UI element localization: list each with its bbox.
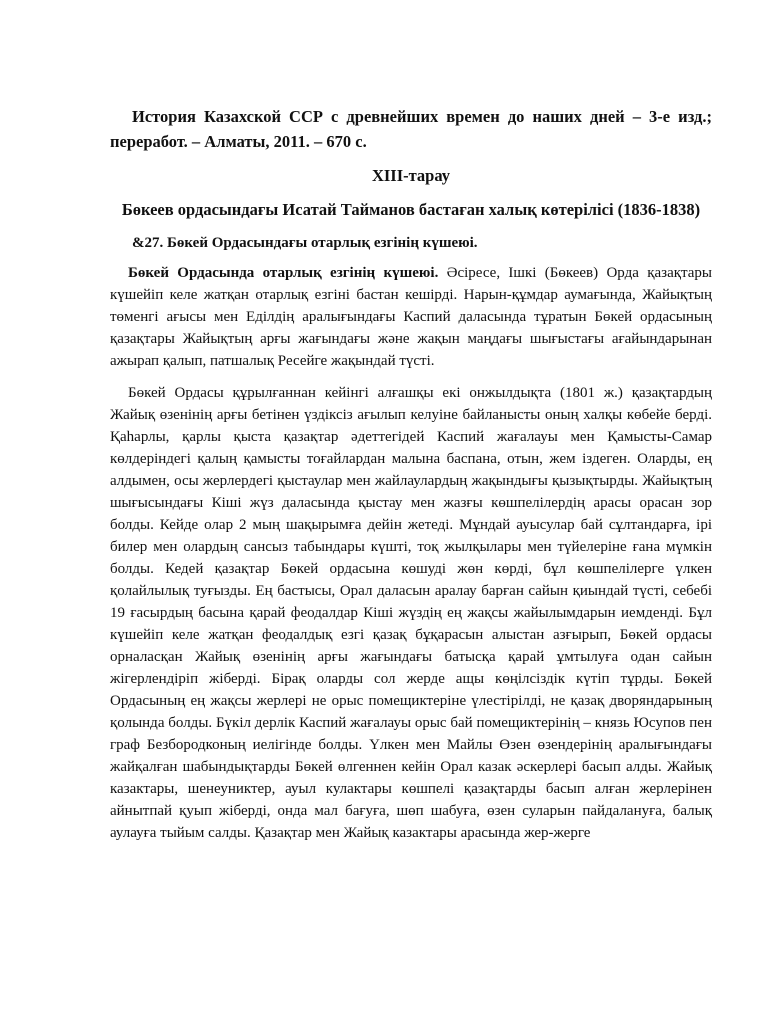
paragraph-2: Бөкей Ордасы құрылғаннан кейінгі алғашқы екі онжылдықта (1801 ж.) қазақтардың Жайық өзенінің арғы бетінен үздіксіз ағылып келуіне байланысты оның халқы көбейе берді. Қаһарлы, қарлы қыста қазақтар әдеттегідей Каспий жағалауы мен Қамысты-Самар көлдеріндегі қалың қамысты тоғайлардан малына баспана, отын, жем іздеген. Оларды, ең алдымен, осы жерлердегі қыстаулар мен жайлаулардың жақындығы қызықтырды. Жайықтың шығысындағы Кіші жүз даласында қыстау мен жазғы көшпелілердің арасы орасан зор болды. Кейде олар 2 мың шақырымға дейін жетеді. Мұндай ауысулар бай сұлтандарға, ірі билер мен олардың сансыз табындары күшті, тоқ жылқылары мен түйелеріне ғана мүмкін болды. Кедей қазақтар Бөкей ордасына көшуді жөн көрді, бұл көшпелілерге үлкен қолайлылық туғызды. Ең бастысы, Орал даласын аралау барған сайын қиындай түсті, себебі 19 ғасырдың басына қарай феодалдар Кіші жүздің ең жақсы жайылымдарын иемденді. Бұл күшейіп келе жатқан феодалдық езгі қазақ бұқарасын алыстан азғырып, Бөкей ордасы орналасқан Жайық өзенінің арғы жағындағы батысқа қарай ұмтылуға одан сайын жігерлендіріп жіберді. Бірақ оларды сол жерде ащы көңілсіздік күтіп тұрды. Бөкей Ордасының ең жақсы жерлері не орыс помещиктеріне үлестірілді, не қазақ дворяндарының қолында болды. Бүкіл дерлік Каспий жағалауы орыс бай помещиктерінің – князь Юсупов пен граф Безбородконың иелігінде болды. Үлкен мен Майлы Өзен өзендерінің аралығындағы жайқалған шабындықтарды Бөкей өлгеннен кейін Орал казак әскерлері басып алды. Жайық казактары, шенеуниктер, ауыл кулактары көшпелі қазақтарды басып алған жерлерінен айнытпай қуып жіберді, онда мал бағуға, шөп шабуға, өзен суларын пайдалануға, балық аулауға тыйым салды. Қазақтар мен Жайық казактары арасында жер-жерге: [110, 385, 712, 841]
chapter-heading: XIII-тарау: [371, 166, 451, 185]
paragraph-1-lead: Бөкей Ордасында отарлық езгінің күшеюі.: [128, 265, 439, 281]
paragraph-1-text: Әсіресе, Ішкі (Бөкеев) Орда қазақтары күшейіп келе жатқан отарлық езгіні бастан кешірді. Нарын-құмдар аумағында, Жайықтың төменгі ағысы мен Еділдің аралығындағы Каспий даласында тұратын Бөкей ордасының қазақтары Жайықтың арғы жағындағы және жақын маңдағы шығыстағы ағайындарынан ажырап қалып, патшалық Ресейге жақындай түсті.: [110, 265, 712, 369]
paragraph-1: [110, 262, 712, 372]
section-heading: &27. Бөкей Ордасындағы отарлық езгінің күшеюі.: [132, 235, 478, 251]
source-citation: История Казахской ССР с древнейших времен до наших дней – 3-е изд.; переработ. – Алматы, 2011. – 670 с.: [110, 107, 712, 151]
chapter-title: Бөкеев ордасындағы Исатай Тайманов бастаған халық көтерілісі (1836-1838): [121, 200, 701, 219]
